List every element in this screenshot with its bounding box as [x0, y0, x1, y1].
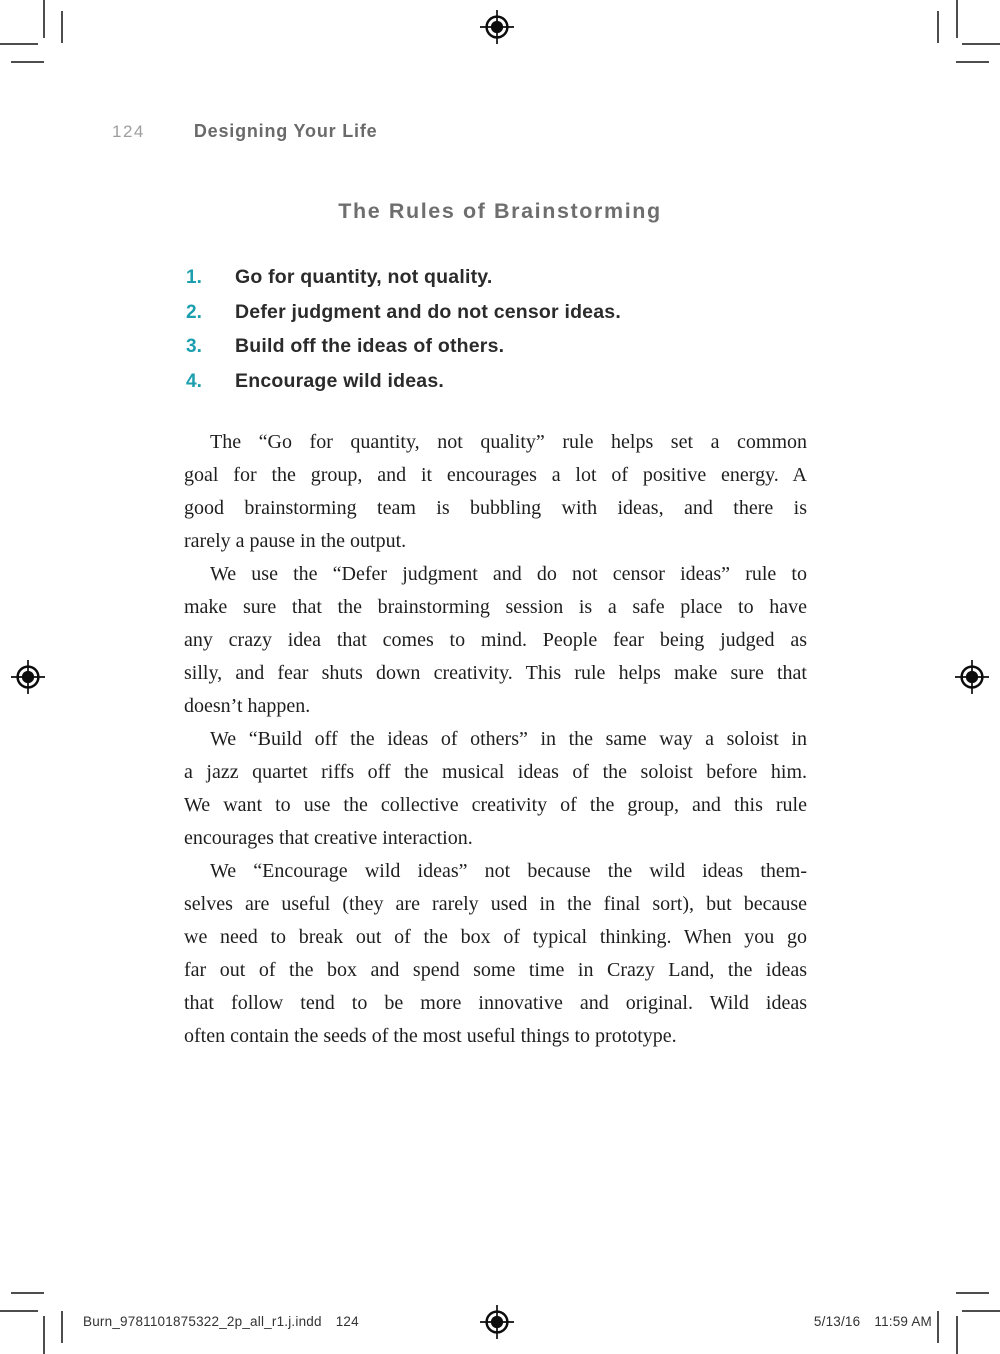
registration-mark-icon — [480, 1305, 514, 1339]
text-line: make sure that the brainstorming session is a safe place to have — [184, 596, 807, 618]
crop-mark-icon — [43, 0, 45, 38]
section-title: The Rules of Brainstorming — [338, 199, 662, 223]
registration-mark-icon — [480, 10, 514, 44]
text-line: selves are useful (they are rarely used in the final sort), but because — [184, 893, 807, 915]
crop-mark-icon — [956, 1316, 958, 1354]
crop-mark-icon — [0, 1310, 38, 1312]
text-line: encourages that creative interaction. — [184, 827, 473, 849]
list-item-text: Build off the ideas of others. — [235, 335, 505, 357]
footer-filename: Burn_9781101875322_2p_all_r1.j.indd — [83, 1314, 322, 1329]
crop-mark-icon — [962, 43, 1000, 45]
crop-mark-icon — [937, 11, 939, 43]
page-number: 124 — [112, 122, 145, 141]
crop-mark-icon — [43, 1316, 45, 1354]
footer-page-number: 124 — [335, 1314, 359, 1329]
text-line: We “Build off the ideas of others” in the same way a soloist in — [210, 728, 807, 750]
paragraph — [184, 723, 807, 855]
footer-date: 5/13/16 — [813, 1314, 861, 1329]
crop-mark-icon — [956, 1292, 989, 1294]
text-line: we need to break out of the box of typical thinking. When you go — [184, 926, 807, 948]
crop-mark-icon — [0, 43, 38, 45]
registration-mark-icon — [955, 660, 989, 694]
text-line: doesn’t happen. — [184, 695, 311, 717]
list-item-text: Go for quantity, not quality. — [235, 266, 493, 288]
crop-mark-icon — [11, 61, 44, 63]
crop-mark-icon — [61, 1311, 63, 1343]
paragraph — [184, 855, 807, 1053]
text-line: silly, and fear shuts down creativity. This rule helps make sure that — [184, 662, 807, 684]
registration-mark-icon — [11, 660, 45, 694]
list-item — [186, 261, 621, 296]
text-line: a jazz quartet riffs off the musical ideas of the soloist before him. — [184, 761, 807, 783]
text-line: rarely a pause in the output. — [184, 530, 407, 552]
text-line: often contain the seeds of the most useful things to prototype. — [184, 1025, 677, 1047]
running-header — [112, 121, 377, 142]
list-item — [186, 296, 621, 331]
brainstorming-rules-list — [186, 261, 621, 399]
paragraph — [184, 558, 807, 723]
list-item-number: 4. — [186, 370, 202, 392]
footer-datetime — [814, 1314, 932, 1329]
crop-mark-icon — [962, 1310, 1000, 1312]
crop-mark-icon — [937, 1311, 939, 1343]
text-line: We want to use the collective creativity of the group, and this rule — [184, 794, 807, 816]
body-text — [184, 426, 807, 1053]
list-item — [186, 330, 621, 365]
text-line: far out of the box and spend some time in Crazy Land, the ideas — [184, 959, 807, 981]
text-line: We use the “Defer judgment and do not censor ideas” rule to — [210, 563, 807, 585]
crop-mark-icon — [11, 1292, 44, 1294]
running-head-title: Designing Your Life — [193, 121, 378, 141]
crop-mark-icon — [956, 0, 958, 38]
text-line: that follow tend to be more innovative and original. Wild ideas — [184, 992, 807, 1014]
text-line: The “Go for quantity, not quality” rule helps set a common — [210, 431, 807, 453]
crop-mark-icon — [956, 61, 989, 63]
text-line: We “Encourage wild ideas” not because the wild ideas them- — [210, 860, 807, 882]
crop-mark-icon — [61, 11, 63, 43]
text-line: good brainstorming team is bubbling with ideas, and there is — [184, 497, 807, 519]
footer-slug — [83, 1314, 359, 1329]
paragraph — [184, 426, 807, 558]
list-item-number: 3. — [186, 336, 202, 357]
list-item-number: 2. — [186, 301, 202, 323]
list-item-text: Defer judgment and do not censor ideas. — [235, 300, 621, 323]
list-item-text: Encourage wild ideas. — [235, 369, 445, 392]
text-line: any crazy idea that comes to mind. People fear being judged as — [184, 629, 807, 651]
text-line: goal for the group, and it encourages a lot of positive energy. A — [184, 464, 807, 486]
footer-time: 11:59 AM — [874, 1314, 932, 1329]
list-item — [186, 365, 621, 400]
list-item-number: 1. — [186, 267, 202, 288]
